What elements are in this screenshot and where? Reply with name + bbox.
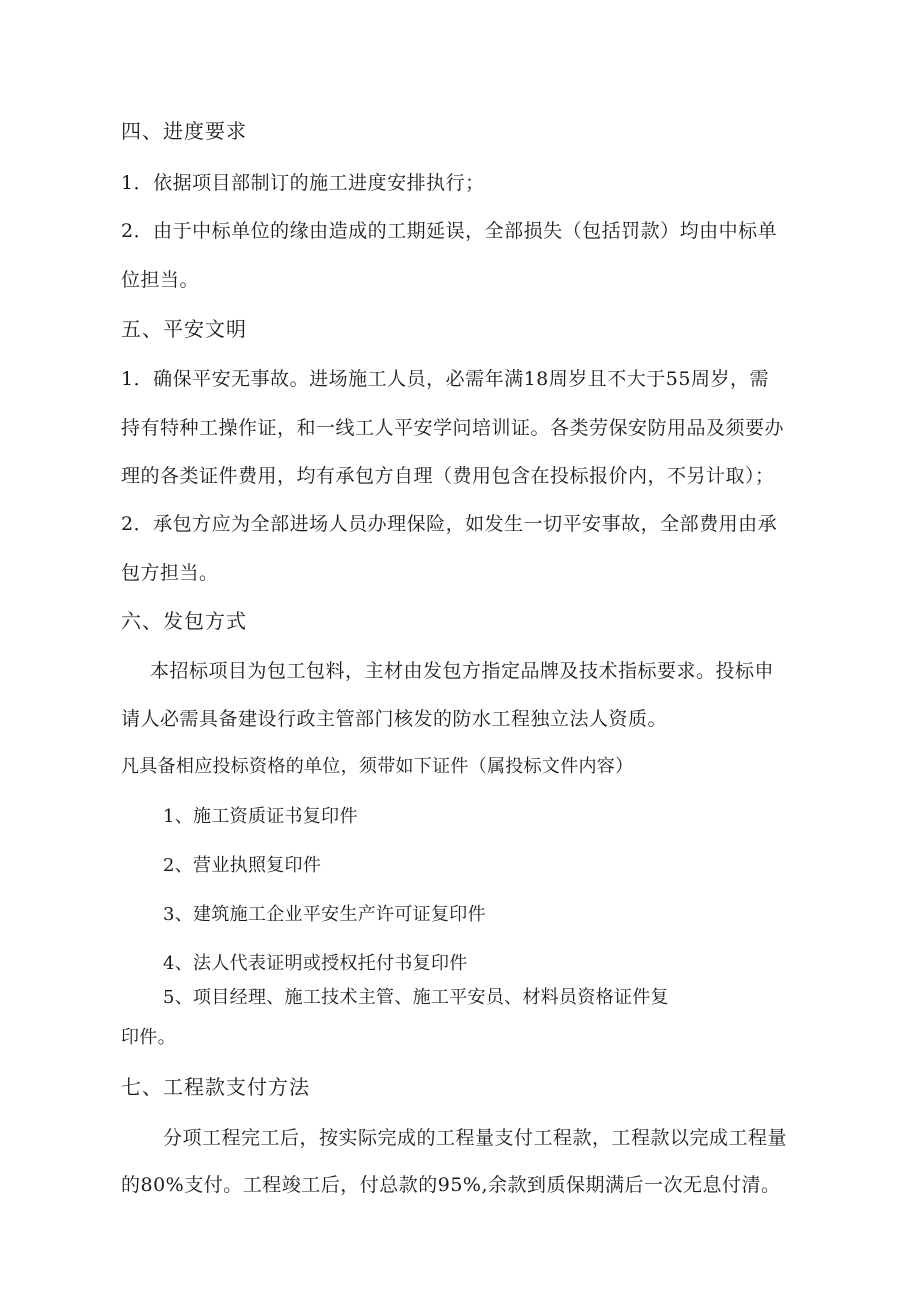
section-4-item-2-line-1: 2．由于中标单位的缘由造成的工期延误，全部损失（包括罚款）均由中标单 xyxy=(121,220,778,242)
requirement-list-item: 1、施工资质证书复印件 xyxy=(163,806,358,827)
section-6-title: 六、发包方式 xyxy=(121,609,247,633)
section-4-item-2-line-2: 位担当。 xyxy=(121,269,200,291)
section-5-item-1-line-2: 持有特种工操作证，和一线工人平安学问培训证。各类劳保安防用品及须要办 xyxy=(121,417,785,439)
requirement-list-item: 4、法人代表证明或授权托付书复印件 xyxy=(163,953,468,974)
section-5-item-1-line-1: 1．确保平安无事故。进场施工人员，必需年满18周岁且不大于55周岁，需 xyxy=(121,368,769,390)
section-7-title: 七、工程款支付方法 xyxy=(121,1075,310,1099)
section-7-paragraph-line-1: 分项工程完工后，按实际完成的工程量支付工程款，工程款以完成工程量 xyxy=(163,1127,788,1149)
section-7-paragraph-line-2: 的80%支付。工程竣工后，付总款的95%,余款到质保期满后一次无息付清。 xyxy=(121,1174,781,1196)
requirement-list-item-continuation: 印件。 xyxy=(121,1027,176,1048)
section-6-requirements-intro: 凡具备相应投标资格的单位，须带如下证件（属投标文件内容） xyxy=(121,756,634,777)
section-5-item-1-line-3: 理的各类证件费用，均有承包方自理（费用包含在投标报价内，不另计取）； xyxy=(121,465,775,487)
section-5-title: 五、平安文明 xyxy=(121,317,247,341)
section-6-paragraph-line-2: 请人必需具备建设行政主管部门核发的防水工程独立法人资质。 xyxy=(121,708,668,730)
section-4-item-1: 1．依据项目部制订的施工进度安排执行； xyxy=(121,172,485,194)
section-4-title: 四、进度要求 xyxy=(121,119,247,143)
section-6-paragraph-line-1: 本招标项目为包工包料，主材由发包方指定品牌及技术指标要求。投标申 xyxy=(150,660,775,682)
section-5-item-2-line-2: 包方担当。 xyxy=(121,562,219,584)
requirement-list-item: 2、营业执照复印件 xyxy=(163,855,322,876)
section-5-item-2-line-1: 2．承包方应为全部进场人员办理保险，如发生一切平安事故，全部费用由承 xyxy=(121,513,778,535)
requirement-list-item: 3、建筑施工企业平安生产许可证复印件 xyxy=(163,904,486,925)
requirement-list-item: 5、项目经理、施工技术主管、施工平安员、材料员资格证件复 xyxy=(163,987,669,1008)
